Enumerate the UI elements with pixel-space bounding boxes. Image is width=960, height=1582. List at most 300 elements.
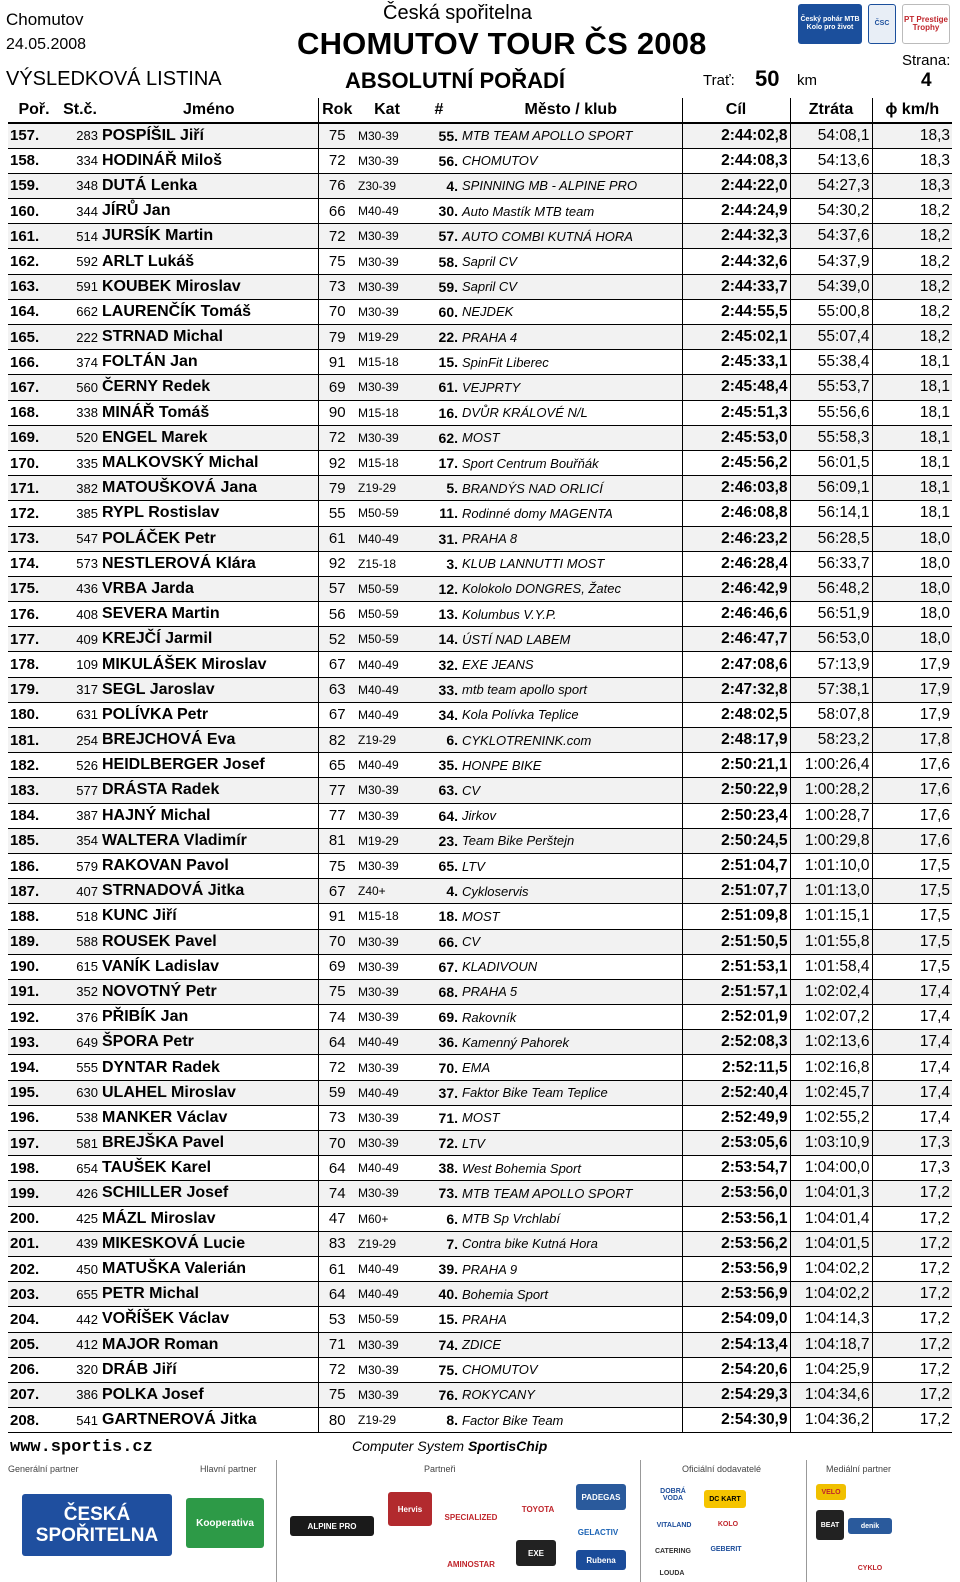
cell-year: 47 bbox=[318, 1206, 356, 1231]
table-row bbox=[8, 828, 952, 853]
cell-time-loss: 1:04:02,2 bbox=[790, 1282, 872, 1307]
cell-category: M50-59 bbox=[356, 501, 418, 526]
cell-finish-time: 2:45:56,2 bbox=[682, 450, 790, 475]
cell-finish-time: 2:51:04,7 bbox=[682, 853, 790, 878]
cell-club: Sapril CV bbox=[460, 249, 682, 274]
cell-start-number: 408 bbox=[60, 602, 100, 627]
cell-category: M30-39 bbox=[356, 1332, 418, 1357]
cell-rank: 208. bbox=[8, 1408, 60, 1433]
cell-club: EXE JEANS bbox=[460, 652, 682, 677]
col-speed: ϕ km/h bbox=[872, 98, 952, 123]
cell-speed: 17,4 bbox=[872, 1080, 952, 1105]
cell-time-loss: 1:03:10,9 bbox=[790, 1131, 872, 1156]
cell-finish-time: 2:46:23,2 bbox=[682, 526, 790, 551]
cell-rank: 176. bbox=[8, 602, 60, 627]
cell-category: M30-39 bbox=[356, 929, 418, 954]
cell-year: 75 bbox=[318, 979, 356, 1004]
cell-club: Factor Bike Team bbox=[460, 1408, 682, 1433]
cell-rank: 160. bbox=[8, 199, 60, 224]
cell-finish-time: 2:44:24,9 bbox=[682, 199, 790, 224]
cell-club: PRAHA 4 bbox=[460, 325, 682, 350]
cell-club: Auto Mastík MTB team bbox=[460, 199, 682, 224]
cell-finish-time: 2:54:29,3 bbox=[682, 1382, 790, 1407]
cell-time-loss: 56:09,1 bbox=[790, 476, 872, 501]
cell-speed: 18,2 bbox=[872, 224, 952, 249]
cell-finish-time: 2:45:53,0 bbox=[682, 425, 790, 450]
cell-speed: 17,2 bbox=[872, 1181, 952, 1206]
cell-year: 79 bbox=[318, 325, 356, 350]
cell-club: ROKYCANY bbox=[460, 1382, 682, 1407]
cell-speed: 18,1 bbox=[872, 350, 952, 375]
cell-start-number: 436 bbox=[60, 576, 100, 601]
cell-year: 80 bbox=[318, 1408, 356, 1433]
partners-partners-logo-5: GELACTIV bbox=[572, 1522, 624, 1542]
cell-category-rank: 4. bbox=[418, 173, 460, 198]
cell-category: M30-39 bbox=[356, 425, 418, 450]
cell-finish-time: 2:52:01,9 bbox=[682, 1005, 790, 1030]
event-title: CHOMUTOV TOUR ČS 2008 bbox=[297, 26, 707, 61]
cell-category-rank: 40. bbox=[418, 1282, 460, 1307]
cell-category-rank: 23. bbox=[418, 828, 460, 853]
kooperativa-logo: Kooperativa bbox=[186, 1498, 264, 1548]
table-row bbox=[8, 677, 952, 702]
cell-finish-time: 2:50:23,4 bbox=[682, 803, 790, 828]
cell-year: 69 bbox=[318, 954, 356, 979]
cell-start-number: 442 bbox=[60, 1307, 100, 1332]
cell-club: SpinFit Liberec bbox=[460, 350, 682, 375]
cell-speed: 17,5 bbox=[872, 879, 952, 904]
cell-finish-time: 2:47:32,8 bbox=[682, 677, 790, 702]
table-row bbox=[8, 1282, 952, 1307]
cell-time-loss: 1:01:10,0 bbox=[790, 853, 872, 878]
cell-name: GARTNEROVÁ Jitka bbox=[100, 1408, 318, 1433]
cell-name: FOLTÁN Jan bbox=[100, 350, 318, 375]
cell-club: KLADIVOUN bbox=[460, 954, 682, 979]
cell-finish-time: 2:44:55,5 bbox=[682, 299, 790, 324]
cell-category: M15-18 bbox=[356, 350, 418, 375]
cell-year: 75 bbox=[318, 853, 356, 878]
cell-name: ARLT Lukáš bbox=[100, 249, 318, 274]
cell-rank: 201. bbox=[8, 1231, 60, 1256]
cell-rank: 163. bbox=[8, 274, 60, 299]
cell-time-loss: 1:04:14,3 bbox=[790, 1307, 872, 1332]
table-row bbox=[8, 199, 952, 224]
cell-name: HEIDLBERGER Josef bbox=[100, 753, 318, 778]
cell-category-rank: 72. bbox=[418, 1131, 460, 1156]
cell-year: 73 bbox=[318, 1105, 356, 1130]
table-row bbox=[8, 1307, 952, 1332]
cell-name: MINÁŘ Tomáš bbox=[100, 400, 318, 425]
cell-category-rank: 6. bbox=[418, 728, 460, 753]
cell-speed: 17,8 bbox=[872, 728, 952, 753]
cell-speed: 17,2 bbox=[872, 1307, 952, 1332]
cell-club: Faktor Bike Team Teplice bbox=[460, 1080, 682, 1105]
table-row bbox=[8, 1181, 952, 1206]
cell-speed: 18,3 bbox=[872, 148, 952, 173]
cell-club: Bohemia Sport bbox=[460, 1282, 682, 1307]
table-row bbox=[8, 652, 952, 677]
cell-category: M30-39 bbox=[356, 1005, 418, 1030]
cell-speed: 18,0 bbox=[872, 526, 952, 551]
cell-start-number: 541 bbox=[60, 1408, 100, 1433]
cell-name: POLÁČEK Petr bbox=[100, 526, 318, 551]
cell-finish-time: 2:53:54,7 bbox=[682, 1156, 790, 1181]
event-date: 24.05.2008 bbox=[6, 36, 87, 53]
cell-category: Z19-29 bbox=[356, 1408, 418, 1433]
cell-category-rank: 5. bbox=[418, 476, 460, 501]
cell-year: 63 bbox=[318, 677, 356, 702]
cell-rank: 173. bbox=[8, 526, 60, 551]
cell-year: 72 bbox=[318, 425, 356, 450]
cell-speed: 17,4 bbox=[872, 1055, 952, 1080]
cell-category: M30-39 bbox=[356, 123, 418, 148]
cell-time-loss: 1:02:45,7 bbox=[790, 1080, 872, 1105]
cell-speed: 17,3 bbox=[872, 1156, 952, 1181]
cell-club: MTB TEAM APOLLO SPORT bbox=[460, 123, 682, 148]
col-rank: Poř. bbox=[8, 98, 60, 123]
cell-rank: 207. bbox=[8, 1382, 60, 1407]
cell-speed: 18,0 bbox=[872, 551, 952, 576]
cell-category: Z30-39 bbox=[356, 173, 418, 198]
cell-name: MÁZL Miroslav bbox=[100, 1206, 318, 1231]
cell-year: 53 bbox=[318, 1307, 356, 1332]
table-row bbox=[8, 954, 952, 979]
cell-speed: 17,2 bbox=[872, 1231, 952, 1256]
cell-start-number: 588 bbox=[60, 929, 100, 954]
cell-category: M30-39 bbox=[356, 853, 418, 878]
cell-time-loss: 54:08,1 bbox=[790, 123, 872, 148]
cell-club: MOST bbox=[460, 425, 682, 450]
cell-start-number: 425 bbox=[60, 1206, 100, 1231]
cell-rank: 157. bbox=[8, 123, 60, 148]
cell-category: M19-29 bbox=[356, 828, 418, 853]
cell-category-rank: 65. bbox=[418, 853, 460, 878]
cell-name: POLKA Josef bbox=[100, 1382, 318, 1407]
cell-category-rank: 34. bbox=[418, 702, 460, 727]
table-row bbox=[8, 778, 952, 803]
cell-rank: 158. bbox=[8, 148, 60, 173]
partners-media-logo-3: CYKLO bbox=[848, 1560, 892, 1576]
cell-rank: 189. bbox=[8, 929, 60, 954]
cell-club: Rakovník bbox=[460, 1005, 682, 1030]
cell-time-loss: 58:07,8 bbox=[790, 702, 872, 727]
cell-year: 71 bbox=[318, 1332, 356, 1357]
cell-speed: 17,5 bbox=[872, 904, 952, 929]
cell-year: 64 bbox=[318, 1282, 356, 1307]
cell-year: 90 bbox=[318, 400, 356, 425]
results-table bbox=[8, 98, 952, 1433]
cell-rank: 177. bbox=[8, 627, 60, 652]
cell-rank: 167. bbox=[8, 375, 60, 400]
cell-club: CHOMUTOV bbox=[460, 1357, 682, 1382]
suppliers-label: Oficiální dodavatelé bbox=[682, 1464, 762, 1474]
table-row bbox=[8, 1382, 952, 1407]
table-row bbox=[8, 551, 952, 576]
cell-rank: 199. bbox=[8, 1181, 60, 1206]
cell-speed: 17,5 bbox=[872, 929, 952, 954]
cell-club: HONPE BIKE bbox=[460, 753, 682, 778]
cell-time-loss: 56:51,9 bbox=[790, 602, 872, 627]
table-row bbox=[8, 1131, 952, 1156]
cell-rank: 194. bbox=[8, 1055, 60, 1080]
cell-rank: 193. bbox=[8, 1030, 60, 1055]
cell-time-loss: 1:00:26,4 bbox=[790, 753, 872, 778]
cell-finish-time: 2:48:17,9 bbox=[682, 728, 790, 753]
partners-suppliers-logo-5: GEBERIT bbox=[704, 1540, 748, 1558]
col-loss: Ztráta bbox=[790, 98, 872, 123]
cell-name: MATUŠKA Valerián bbox=[100, 1256, 318, 1281]
cell-year: 66 bbox=[318, 199, 356, 224]
cell-finish-time: 2:44:08,3 bbox=[682, 148, 790, 173]
cell-start-number: 426 bbox=[60, 1181, 100, 1206]
sponsor-name: Česká spořitelna bbox=[383, 2, 532, 24]
cell-club: EMA bbox=[460, 1055, 682, 1080]
cell-speed: 18,1 bbox=[872, 425, 952, 450]
cell-category: M60+ bbox=[356, 1206, 418, 1231]
cesky-pohar-logo: Český pohár MTB Kolo pro život bbox=[798, 4, 862, 44]
cell-start-number: 320 bbox=[60, 1357, 100, 1382]
cell-time-loss: 1:04:01,5 bbox=[790, 1231, 872, 1256]
table-row bbox=[8, 526, 952, 551]
cell-name: JÍRŮ Jan bbox=[100, 199, 318, 224]
cell-finish-time: 2:54:30,9 bbox=[682, 1408, 790, 1433]
cell-name: HODINÁŘ Miloš bbox=[100, 148, 318, 173]
cell-name: ČERNY Redek bbox=[100, 375, 318, 400]
cell-time-loss: 1:04:00,0 bbox=[790, 1156, 872, 1181]
cell-category: M40-49 bbox=[356, 1156, 418, 1181]
cell-rank: 204. bbox=[8, 1307, 60, 1332]
cell-club: NEJDEK bbox=[460, 299, 682, 324]
cell-finish-time: 2:46:47,7 bbox=[682, 627, 790, 652]
cell-time-loss: 55:53,7 bbox=[790, 375, 872, 400]
cell-year: 82 bbox=[318, 728, 356, 753]
cell-club: SPINNING MB - ALPINE PRO bbox=[460, 173, 682, 198]
cell-club: ZDICE bbox=[460, 1332, 682, 1357]
cell-speed: 18,2 bbox=[872, 325, 952, 350]
cell-name: ROUSEK Pavel bbox=[100, 929, 318, 954]
partners-label: Partneři bbox=[424, 1464, 456, 1474]
cell-year: 52 bbox=[318, 627, 356, 652]
page-number: 4 bbox=[921, 70, 932, 91]
cell-finish-time: 2:54:09,0 bbox=[682, 1307, 790, 1332]
cell-category-rank: 33. bbox=[418, 677, 460, 702]
cell-name: ENGEL Marek bbox=[100, 425, 318, 450]
cell-rank: 168. bbox=[8, 400, 60, 425]
cell-category: M15-18 bbox=[356, 400, 418, 425]
cell-rank: 162. bbox=[8, 249, 60, 274]
cell-club: KLUB LANNUTTI MOST bbox=[460, 551, 682, 576]
cell-category: M30-39 bbox=[356, 249, 418, 274]
cell-finish-time: 2:53:56,0 bbox=[682, 1181, 790, 1206]
cell-rank: 180. bbox=[8, 702, 60, 727]
cell-speed: 17,2 bbox=[872, 1382, 952, 1407]
page-header bbox=[0, 0, 960, 96]
cell-category-rank: 66. bbox=[418, 929, 460, 954]
cell-name: DRÁB Jiří bbox=[100, 1357, 318, 1382]
table-row bbox=[8, 350, 952, 375]
cell-club: CV bbox=[460, 929, 682, 954]
cell-time-loss: 1:00:28,2 bbox=[790, 778, 872, 803]
cell-category: M40-49 bbox=[356, 1030, 418, 1055]
cell-time-loss: 1:04:34,6 bbox=[790, 1382, 872, 1407]
cell-finish-time: 2:53:56,2 bbox=[682, 1231, 790, 1256]
cell-time-loss: 1:01:15,1 bbox=[790, 904, 872, 929]
cell-rank: 165. bbox=[8, 325, 60, 350]
cell-time-loss: 54:27,3 bbox=[790, 173, 872, 198]
cell-finish-time: 2:52:08,3 bbox=[682, 1030, 790, 1055]
cell-name: PŘIBÍK Jan bbox=[100, 1005, 318, 1030]
cell-category: M30-39 bbox=[356, 1055, 418, 1080]
cell-rank: 164. bbox=[8, 299, 60, 324]
cell-speed: 18,1 bbox=[872, 476, 952, 501]
table-row bbox=[8, 173, 952, 198]
partners-partners-logo-4: PADEGAS bbox=[576, 1484, 626, 1510]
cell-club: MOST bbox=[460, 904, 682, 929]
cell-speed: 18,2 bbox=[872, 299, 952, 324]
cell-start-number: 338 bbox=[60, 400, 100, 425]
table-row bbox=[8, 1055, 952, 1080]
cell-year: 65 bbox=[318, 753, 356, 778]
cell-category: Z15-18 bbox=[356, 551, 418, 576]
cell-club: Kola Polívka Teplice bbox=[460, 702, 682, 727]
table-row bbox=[8, 627, 952, 652]
cell-category-rank: 63. bbox=[418, 778, 460, 803]
cell-speed: 17,6 bbox=[872, 753, 952, 778]
table-row bbox=[8, 702, 952, 727]
cell-finish-time: 2:52:40,4 bbox=[682, 1080, 790, 1105]
cell-speed: 17,5 bbox=[872, 954, 952, 979]
cell-year: 70 bbox=[318, 299, 356, 324]
cell-category-rank: 4. bbox=[418, 879, 460, 904]
cell-name: DYNTAR Radek bbox=[100, 1055, 318, 1080]
table-row bbox=[8, 853, 952, 878]
cell-year: 61 bbox=[318, 526, 356, 551]
cell-finish-time: 2:53:56,1 bbox=[682, 1206, 790, 1231]
col-year: Rok bbox=[318, 98, 356, 123]
cell-category-rank: 17. bbox=[418, 450, 460, 475]
cell-name: JURSÍK Martin bbox=[100, 224, 318, 249]
cell-name: MANKER Václav bbox=[100, 1105, 318, 1130]
cell-club: BRANDÝS NAD ORLICÍ bbox=[460, 476, 682, 501]
partners-partners-logo-1: Hervis bbox=[388, 1492, 432, 1526]
cell-year: 81 bbox=[318, 828, 356, 853]
cell-category: M30-39 bbox=[356, 299, 418, 324]
cell-start-number: 376 bbox=[60, 1005, 100, 1030]
table-row bbox=[8, 904, 952, 929]
cell-category: M30-39 bbox=[356, 778, 418, 803]
cell-name: RYPL Rostislav bbox=[100, 501, 318, 526]
cell-club: Rodinné domy MAGENTA bbox=[460, 501, 682, 526]
cell-category-rank: 7. bbox=[418, 1231, 460, 1256]
order-title: ABSOLUTNÍ POŘADÍ bbox=[345, 68, 565, 93]
list-title: VÝSLEDKOVÁ LISTINA bbox=[6, 68, 222, 90]
website-link[interactable]: www.sportis.cz bbox=[10, 1438, 153, 1457]
cell-club: Sapril CV bbox=[460, 274, 682, 299]
cell-club: MTB TEAM APOLLO SPORT bbox=[460, 1181, 682, 1206]
partners-suppliers-logo-3: VITALAND bbox=[652, 1516, 696, 1534]
system-prefix: Computer System bbox=[352, 1438, 465, 1454]
cell-time-loss: 55:56,6 bbox=[790, 400, 872, 425]
cell-speed: 18,0 bbox=[872, 576, 952, 601]
cell-year: 64 bbox=[318, 1030, 356, 1055]
table-row bbox=[8, 728, 952, 753]
cell-year: 72 bbox=[318, 1357, 356, 1382]
cell-time-loss: 56:14,1 bbox=[790, 501, 872, 526]
cell-start-number: 412 bbox=[60, 1332, 100, 1357]
cell-name: HAJNÝ Michal bbox=[100, 803, 318, 828]
cell-finish-time: 2:51:57,1 bbox=[682, 979, 790, 1004]
cell-start-number: 526 bbox=[60, 753, 100, 778]
main-partner-label: Hlavní partner bbox=[200, 1464, 257, 1474]
cell-time-loss: 1:02:13,6 bbox=[790, 1030, 872, 1055]
cell-start-number: 334 bbox=[60, 148, 100, 173]
cell-category-rank: 13. bbox=[418, 602, 460, 627]
cell-name: BREJŠKA Pavel bbox=[100, 1131, 318, 1156]
cell-club: MTB Sp Vrchlabí bbox=[460, 1206, 682, 1231]
table-row bbox=[8, 803, 952, 828]
cell-start-number: 560 bbox=[60, 375, 100, 400]
cell-name: RAKOVAN Pavol bbox=[100, 853, 318, 878]
cell-rank: 206. bbox=[8, 1357, 60, 1382]
cell-category: M30-39 bbox=[356, 274, 418, 299]
cell-time-loss: 54:37,9 bbox=[790, 249, 872, 274]
cell-start-number: 407 bbox=[60, 879, 100, 904]
cell-club: Sport Centrum Bouřňák bbox=[460, 450, 682, 475]
cell-time-loss: 1:02:07,2 bbox=[790, 1005, 872, 1030]
cell-club: DVŮR KRÁLOVÉ N/L bbox=[460, 400, 682, 425]
cell-club: PRAHA bbox=[460, 1307, 682, 1332]
cell-year: 72 bbox=[318, 148, 356, 173]
cell-name: WALTERA Vladimír bbox=[100, 828, 318, 853]
cell-club: VEJPRTY bbox=[460, 375, 682, 400]
cell-speed: 17,2 bbox=[872, 1332, 952, 1357]
track-unit: km bbox=[797, 72, 817, 89]
table-row bbox=[8, 1206, 952, 1231]
cell-start-number: 222 bbox=[60, 325, 100, 350]
cell-time-loss: 1:04:01,3 bbox=[790, 1181, 872, 1206]
cell-start-number: 520 bbox=[60, 425, 100, 450]
cell-start-number: 317 bbox=[60, 677, 100, 702]
cell-finish-time: 2:44:22,0 bbox=[682, 173, 790, 198]
cell-category-rank: 16. bbox=[418, 400, 460, 425]
cell-speed: 18,2 bbox=[872, 249, 952, 274]
cell-finish-time: 2:46:46,6 bbox=[682, 602, 790, 627]
cell-speed: 17,3 bbox=[872, 1131, 952, 1156]
partners-strip bbox=[0, 1460, 960, 1582]
table-row bbox=[8, 979, 952, 1004]
partners-partners-logo-2: SPECIALIZED bbox=[448, 1492, 494, 1542]
cell-rank: 195. bbox=[8, 1080, 60, 1105]
cell-time-loss: 57:38,1 bbox=[790, 677, 872, 702]
cell-start-number: 573 bbox=[60, 551, 100, 576]
cell-club: Kolokolo DONGRES, Žatec bbox=[460, 576, 682, 601]
cell-category-rank: 70. bbox=[418, 1055, 460, 1080]
cell-category: M30-39 bbox=[356, 375, 418, 400]
cell-time-loss: 1:04:25,9 bbox=[790, 1357, 872, 1382]
cell-start-number: 352 bbox=[60, 979, 100, 1004]
cell-time-loss: 1:02:02,4 bbox=[790, 979, 872, 1004]
partners-suppliers-logo-0: DOBRÁ VODA bbox=[652, 1484, 694, 1506]
cell-finish-time: 2:45:48,4 bbox=[682, 375, 790, 400]
partners-suppliers-logo-6: LOUDA bbox=[652, 1566, 692, 1580]
cell-year: 92 bbox=[318, 450, 356, 475]
cell-start-number: 579 bbox=[60, 853, 100, 878]
cell-year: 75 bbox=[318, 1382, 356, 1407]
cell-time-loss: 54:39,0 bbox=[790, 274, 872, 299]
cell-start-number: 581 bbox=[60, 1131, 100, 1156]
cell-category-rank: 62. bbox=[418, 425, 460, 450]
cell-finish-time: 2:51:09,8 bbox=[682, 904, 790, 929]
